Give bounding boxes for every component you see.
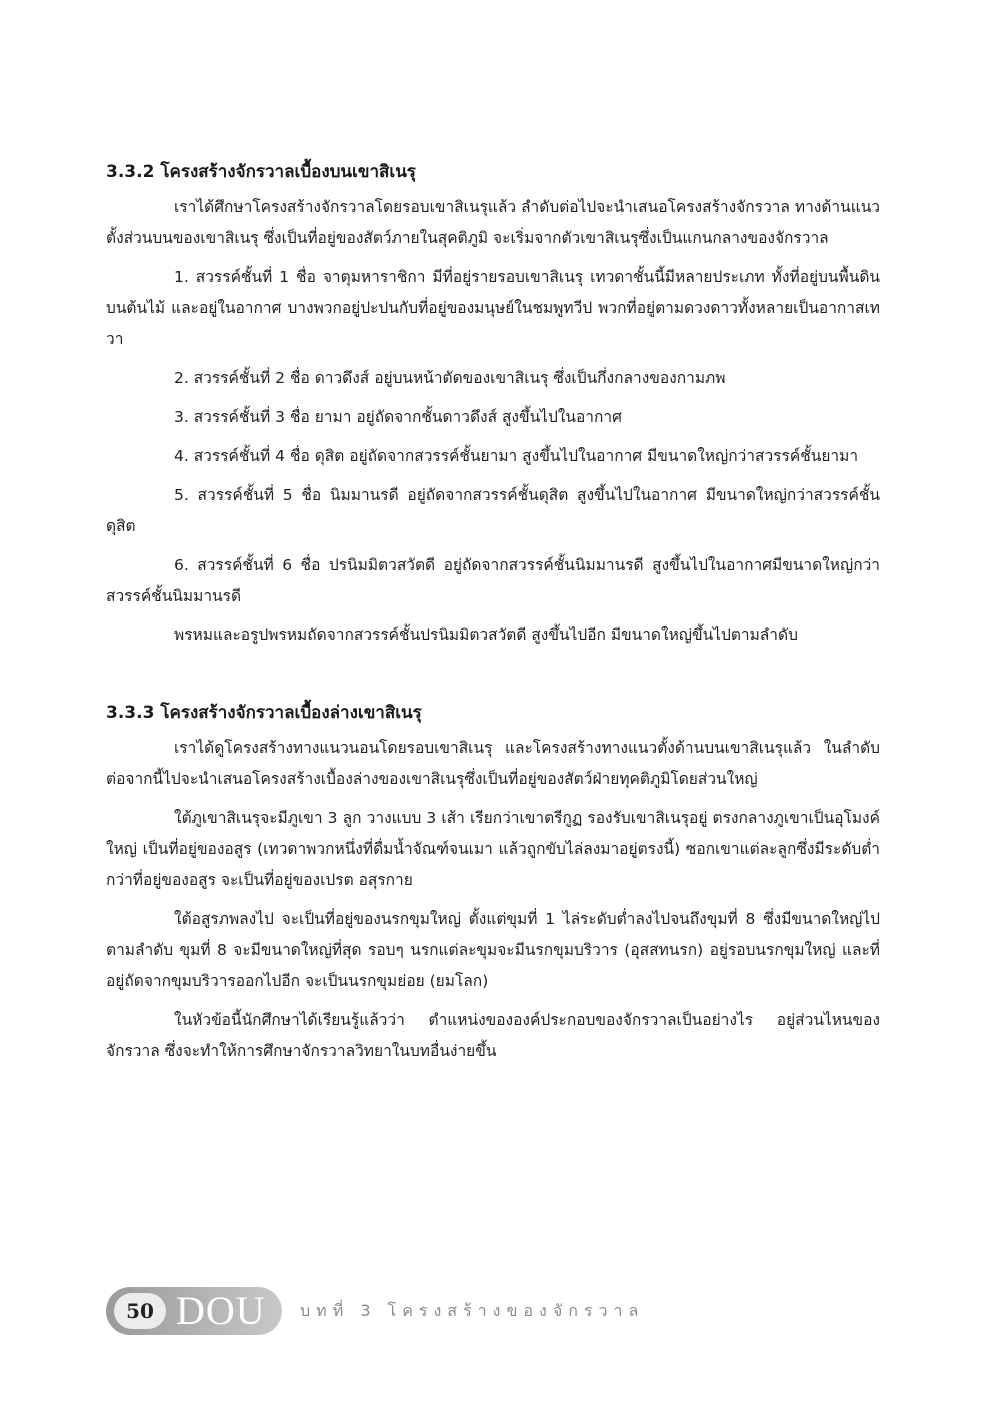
paragraph: 6. สวรรค์ชั้นที่ 6 ชื่อ ปรนิมมิตวสวัตดี อยู่ถัดจากสวรรค์ชั้นนิมมานรดี สูงขึ้นไปในอากาศมีขนาดใหญ่กว่าสวรรค์ชั้นนิมมานรดี [106, 556, 880, 605]
footer-badge [106, 1287, 282, 1335]
paragraph: ใต้ภูเขาสิเนรุจะมีภูเขา 3 ลูก วางแบบ 3 เส้า เรียกว่าเขาตรีกูฏ รองรับเขาสิเนรุอยู่ ตรงกลางภูเขาเป็นอุโมงค์ใหญ่ เป็นที่อยู่ของอสูร (เทวดาพวกหนึ่งที่ดื่มน้ำจัณฑ์จนเมา แล้วถูกขับไล่ลงมาอยู่ตรงนี้) ซอกเขาแต่ละลูกซึ่งมีระดับต่ำกว่าที่อยู่ของอสูร จะเป็นที่อยู่ของเปรต อสุรกาย [106, 809, 880, 889]
paragraph: เราได้ดูโครงสร้างทางแนวนอนโดยรอบเขาสิเนรุ และโครงสร้างทางแนวตั้งด้านบนเขาสิเนรุแล้ว ในลำดับต่อจากนี้ไปจะนำเสนอโครงสร้างเบื้องล่างของเขาสิเนรุซึ่งเป็นที่อยู่ของสัตว์ฝ่ายทุคติภูมิโดยส่วนใหญ่ [106, 739, 880, 788]
section-heading-3-3-3: 3.3.3 โครงสร้างจักรวาลเบื้องล่างเขาสิเนรุ [106, 703, 422, 723]
paragraph: 1. สวรรค์ชั้นที่ 1 ชื่อ จาตุมหาราชิกา มีที่อยู่รายรอบเขาสิเนรุ เทวดาชั้นนี้มีหลายประเภท ทั้งที่อยู่บนพื้นดิน บนต้นไม้ และอยู่ในอากาศ บางพวกอยู่ปะปนกับที่อยู่ของมนุษย์ในชมพูทวีป พวกที่อยู่ตามดวงดาวทั้งหลายเป็นอากาสเทวา [106, 268, 880, 348]
chapter-title: บทที่ 3 โครงสร้างของจักรวาล [300, 1300, 645, 1320]
paragraph: เราได้ศึกษาโครงสร้างจักรวาลโดยรอบเขาสิเนรุแล้ว ลำดับต่อไปจะนำเสนอโครงสร้างจักรวาล ทางด้านแนวตั้งส่วนบนของเขาสิเนรุ ซึ่งเป็นที่อยู่ของสัตว์ภายในสุคติภูมิ จะเริ่มจากตัวเขาสิเนรุซึ่งเป็นแกนกลางของจักรวาล [106, 198, 880, 247]
dou-logo: DOU [176, 1288, 266, 1333]
paragraph: ในหัวข้อนี้นักศึกษาได้เรียนรู้แล้วว่า ตำแหน่งขององค์ประกอบของจักรวาลเป็นอย่างไร อยู่ส่วนไหนของจักรวาล ซึ่งจะทำให้การศึกษาจักรวาลวิทยาในบทอื่นง่ายขึ้น [106, 1011, 880, 1060]
paragraph: 4. สวรรค์ชั้นที่ 4 ชื่อ ดุสิต อยู่ถัดจากสวรรค์ชั้นยามา สูงขึ้นไปในอากาศ มีขนาดใหญ่กว่าสวรรค์ชั้นยามา [174, 447, 859, 465]
paragraph: 3. สวรรค์ชั้นที่ 3 ชื่อ ยามา อยู่ถัดจากชั้นดาวดึงส์ สูงขึ้นไปในอากาศ [174, 408, 622, 426]
page-number: 50 [114, 1293, 166, 1329]
page-footer [106, 1285, 644, 1337]
page-content [106, 158, 880, 1075]
paragraph: 5. สวรรค์ชั้นที่ 5 ชื่อ นิมมานรดี อยู่ถัดจากสวรรค์ชั้นดุสิต สูงขึ้นไปในอากาศ มีขนาดใหญ่กว่าสวรรค์ชั้นดุสิต [106, 486, 880, 535]
paragraph: 2. สวรรค์ชั้นที่ 2 ชื่อ ดาวดึงส์ อยู่บนหน้าตัดของเขาสิเนรุ ซึ่งเป็นกึ่งกลางของกามภพ [174, 369, 726, 387]
section-heading-3-3-2: 3.3.2 โครงสร้างจักรวาลเบื้องบนเขาสิเนรุ [106, 162, 416, 182]
paragraph: ใต้อสูรภพลงไป จะเป็นที่อยู่ของนรกขุมใหญ่ ตั้งแต่ขุมที่ 1 ไล่ระดับต่ำลงไปจนถึงขุมที่ 8 ซึ่งมีขนาดใหญ่ไปตามลำดับ ขุมที่ 8 จะมีขนาดใหญ่ที่สุด รอบๆ นรกแต่ละขุมจะมีนรกขุมบริวาร (อุสสทนรก) อยู่รอบนรกขุมใหญ่ และที่อยู่ถัดจากขุมบริวารออกไปอีก จะเป็นนรกขุมย่อย (ยมโลก) [106, 910, 880, 990]
paragraph: พรหมและอรูปพรหมถัดจากสวรรค์ชั้นปรนิมมิตวสวัตดี สูงขึ้นไปอีก มีขนาดใหญ่ขึ้นไปตามลำดับ [174, 626, 798, 644]
